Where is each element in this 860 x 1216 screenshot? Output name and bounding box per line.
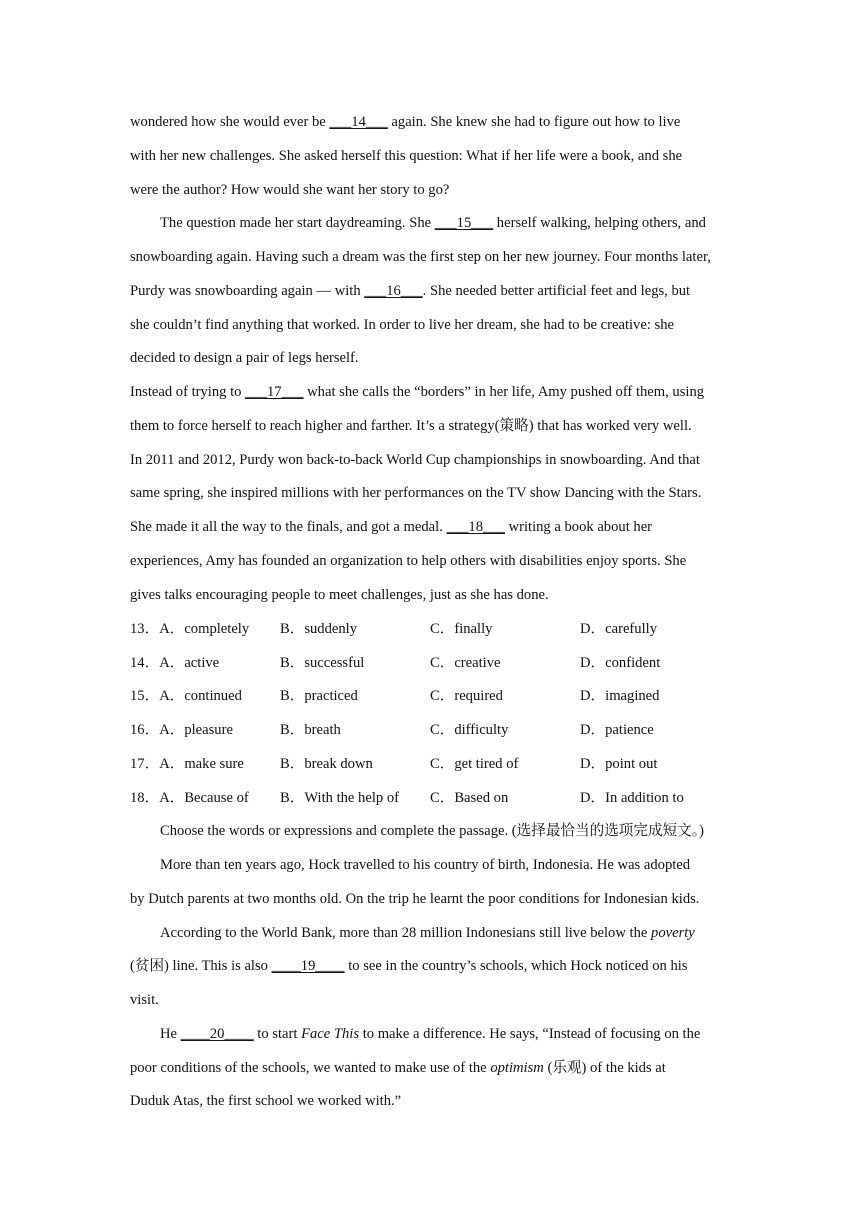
- option-b[interactable]: B．With the help of: [280, 790, 399, 806]
- option-c[interactable]: C．get tired of: [430, 756, 519, 772]
- option-c[interactable]: C．finally: [430, 621, 493, 637]
- option-d[interactable]: D．In addition to: [580, 790, 684, 806]
- passage-line: She made it all the way to the finals, and got a medal. ___18___ writing a book about her: [130, 519, 653, 535]
- emphasis-term: poverty: [651, 925, 695, 941]
- passage-line: According to the World Bank, more than 28 million Indonesians still live below the poverty: [160, 925, 695, 941]
- option-a[interactable]: 14．A．active: [130, 655, 220, 671]
- passage-line: she couldn’t find anything that worked. In order to live her dream, she had to be creative: she: [130, 317, 674, 333]
- option-a[interactable]: 18．A．Because of: [130, 790, 249, 806]
- option-d[interactable]: D．carefully: [580, 621, 657, 637]
- passage-line: The question made her start daydreaming. She ___15___ herself walking, helping others, and: [160, 215, 706, 231]
- option-b[interactable]: B．practiced: [280, 688, 358, 704]
- passage-line: with her new challenges. She asked herself this question: What if her life were a book, and she: [130, 148, 683, 164]
- option-b[interactable]: B．successful: [280, 655, 365, 671]
- passage-line: Instead of trying to ___17___ what she calls the “borders” in her life, Amy pushed off them, using: [130, 384, 705, 400]
- passage-line: More than ten years ago, Hock travelled to his country of birth, Indonesia. He was adopted: [160, 857, 691, 873]
- passage-line: decided to design a pair of legs herself.: [130, 350, 359, 366]
- option-d[interactable]: D．confident: [580, 655, 661, 671]
- option-b[interactable]: B．break down: [280, 756, 373, 772]
- blank-20: ____20____: [180, 1026, 254, 1042]
- passage-line: In 2011 and 2012, Purdy won back-to-back World Cup championships in snowboarding. And that: [130, 452, 700, 468]
- passage-line: gives talks encouraging people to meet challenges, just as she has done.: [130, 587, 549, 603]
- passage-line: (贫困) line. This is also ____19____ to see in the country’s schools, which Hock noticed on his: [130, 958, 688, 974]
- option-d[interactable]: D．patience: [580, 722, 654, 738]
- passage-line: experiences, Amy has founded an organization to help others with disabilities enjoy sports. She: [130, 553, 687, 569]
- blank-16: ___16___: [364, 283, 423, 299]
- blank-18: ___18___: [446, 519, 505, 535]
- passage-line: visit.: [130, 992, 159, 1008]
- passage-line: Duduk Atas, the first school we worked with.”: [130, 1093, 402, 1109]
- blank-17: ___17___: [245, 384, 304, 400]
- passage-line: poor conditions of the schools, we wanted to make use of the optimism (乐观) of the kids at: [130, 1060, 666, 1076]
- blank-19: ____19____: [271, 958, 345, 974]
- passage-line: Purdy was snowboarding again — with ___16___. She needed better artificial feet and legs, but: [130, 283, 691, 299]
- emphasis-term: optimism: [490, 1060, 544, 1076]
- passage-line: same spring, she inspired millions with her performances on the TV show Dancing with the Stars.: [130, 485, 702, 501]
- blank-14: ___14___: [329, 114, 388, 130]
- passage-line: were the author? How would she want her story to go?: [130, 182, 450, 198]
- blank-15: ___15___: [434, 215, 494, 231]
- option-a[interactable]: 16．A．pleasure: [130, 722, 233, 738]
- option-c[interactable]: C．required: [430, 688, 503, 704]
- passage-line: He ____20____ to start Face This to make a difference. He says, “Instead of focusing on the: [160, 1026, 701, 1042]
- option-d[interactable]: D．point out: [580, 756, 658, 772]
- option-b[interactable]: B．breath: [280, 722, 341, 738]
- option-c[interactable]: C．Based on: [430, 790, 509, 806]
- option-a[interactable]: 15．A．continued: [130, 688, 242, 704]
- option-d[interactable]: D．imagined: [580, 688, 660, 704]
- option-c[interactable]: C．creative: [430, 655, 501, 671]
- option-a[interactable]: 17．A．make sure: [130, 756, 244, 772]
- section-instruction: Choose the words or expressions and complete the passage. (选择最恰当的选项完成短文。): [160, 823, 704, 839]
- passage-line: wondered how she would ever be ___14___ again. She knew she had to figure out how to live: [130, 114, 681, 130]
- option-c[interactable]: C．difficulty: [430, 722, 509, 738]
- passage-line: them to force herself to reach higher and farther. It’s a strategy(策略) that has worked very well.: [130, 418, 692, 434]
- emphasis-term: Face This: [301, 1026, 360, 1042]
- passage-line: by Dutch parents at two months old. On the trip he learnt the poor conditions for Indonesian kids.: [130, 891, 700, 907]
- option-a[interactable]: 13．A．completely: [130, 621, 250, 637]
- passage-line: snowboarding again. Having such a dream was the first step on her new journey. Four months later,: [130, 249, 711, 265]
- option-b[interactable]: B．suddenly: [280, 621, 358, 637]
